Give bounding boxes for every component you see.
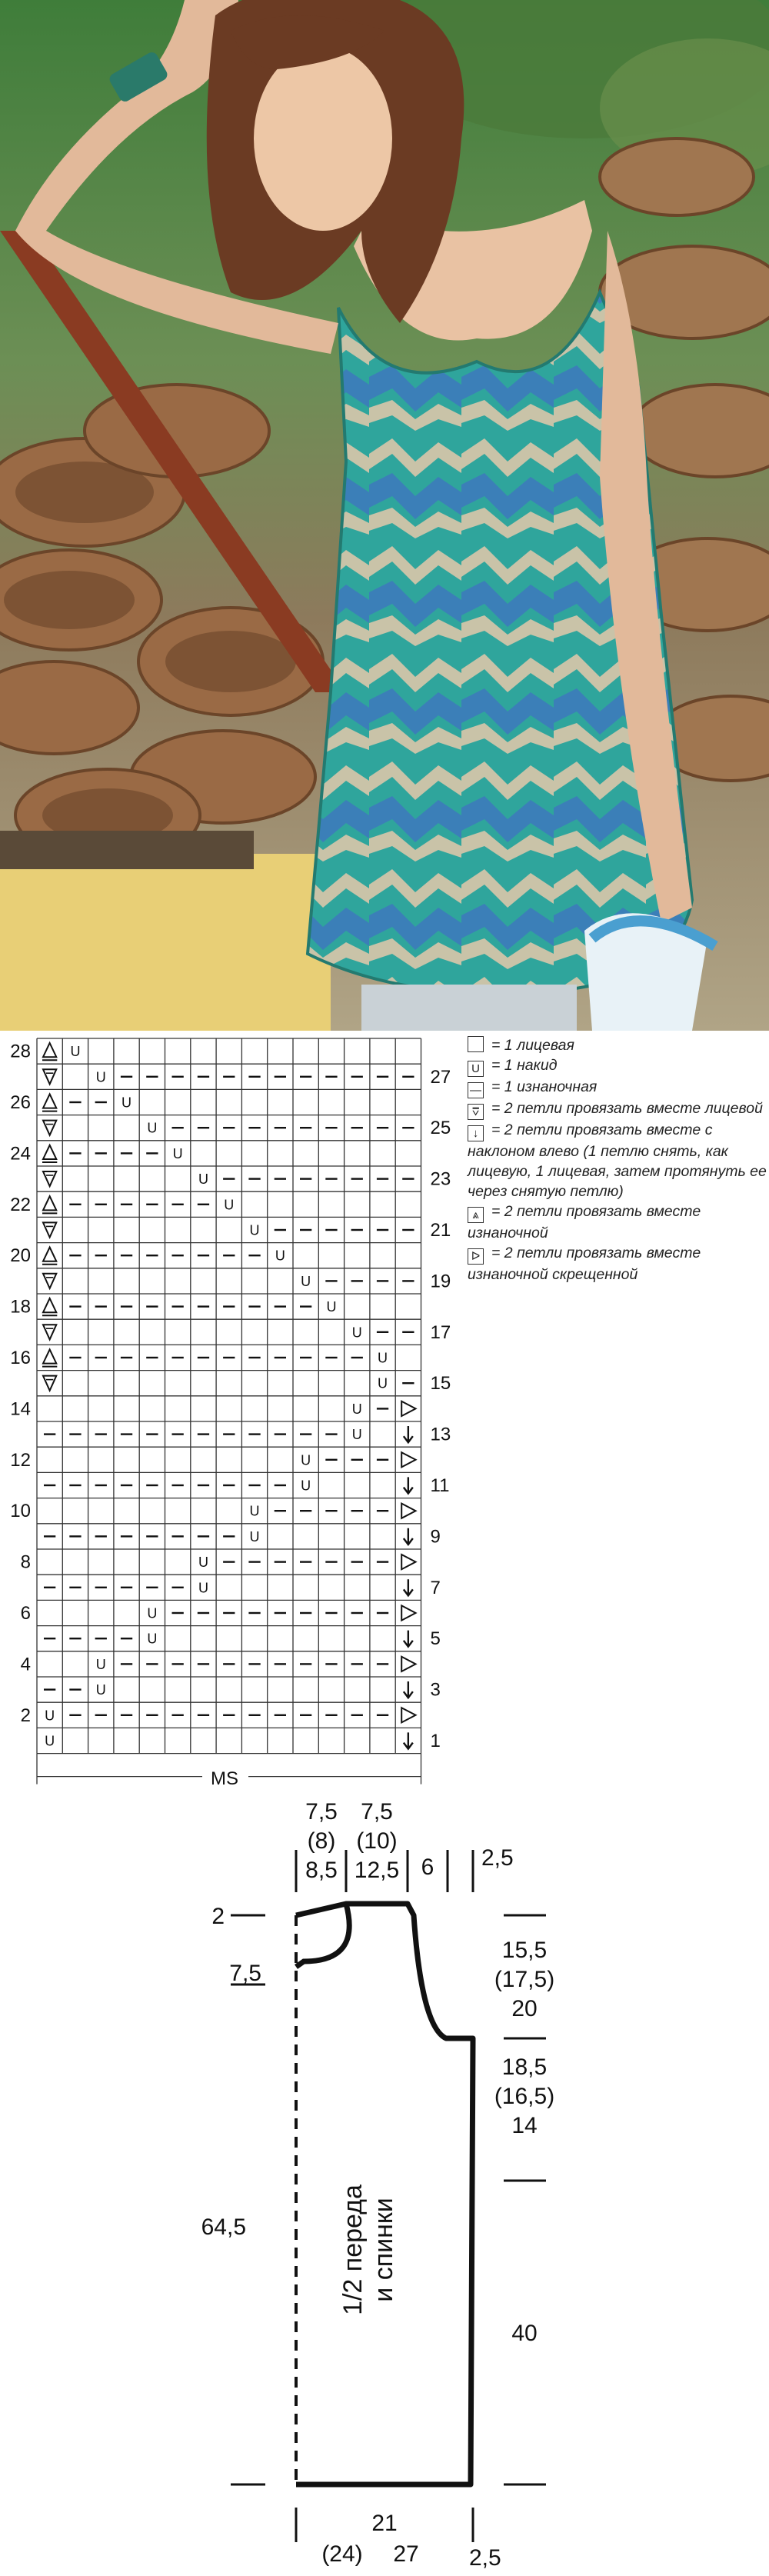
p2tog-mark <box>43 1043 56 1057</box>
k2tog-mark <box>43 1069 56 1084</box>
p2tog-tbl-mark <box>401 1657 415 1671</box>
p2tog-tbl-icon: ᐅ <box>468 1248 484 1265</box>
top-dim-a2: (8) <box>307 1828 336 1854</box>
yarn-over-mark: U <box>70 1044 81 1060</box>
k2tog-mark <box>43 1222 56 1237</box>
row-label-left: 22 <box>10 1194 31 1215</box>
ssk-mark <box>404 1732 413 1748</box>
p2tog-tbl-mark <box>401 1401 415 1416</box>
row-label-left: 14 <box>10 1398 31 1420</box>
piece-label <box>338 2184 398 2315</box>
yarn-over-mark: U <box>95 1656 106 1672</box>
bottom-dim-25: 2,5 <box>469 2545 501 2571</box>
yarn-over-mark: U <box>224 1197 235 1213</box>
left-dim-75: 7,5 <box>229 1961 261 1986</box>
p2tog-mark <box>43 1349 56 1363</box>
bottom-dim-27: 27 <box>393 2541 419 2567</box>
row-label-right: 1 <box>430 1731 441 1751</box>
legend-item-knit: = 1 лицевая <box>468 1035 769 1055</box>
yarn-over-mark: U <box>95 1069 106 1085</box>
p2tog-mark <box>43 1145 56 1159</box>
yarn-over-mark: U <box>45 1733 55 1749</box>
legend-item-p2tog-tbl: ᐅ = 2 петли провязать вместе изнаночной скрещенной <box>468 1245 701 1283</box>
legend-item-purl: — = 1 изнаночная <box>468 1077 769 1098</box>
row-label-left: 10 <box>10 1501 31 1522</box>
yarn-over-mark: U <box>198 1171 208 1188</box>
row-label-left: 20 <box>10 1245 31 1267</box>
row-label-left: 12 <box>10 1449 31 1471</box>
bottom-dim-24: (24) <box>321 2541 363 2567</box>
purl-icon: — <box>468 1082 484 1098</box>
svg-text:1/2 переда: 1/2 переда <box>338 2184 368 2315</box>
yarn-over-mark: U <box>198 1555 208 1571</box>
bottom-dim-21: 21 <box>371 2511 398 2536</box>
product-photo <box>0 0 769 1031</box>
right-dim-a3: 20 <box>511 1996 538 2021</box>
row-label-right: 11 <box>430 1475 450 1496</box>
row-label-right: 27 <box>430 1066 451 1088</box>
yarn-over-mark: U <box>301 1452 311 1468</box>
right-dim-40: 40 <box>511 2321 538 2346</box>
row-label-right: 25 <box>430 1118 451 1139</box>
yarn-over-mark: U <box>147 1120 158 1136</box>
top-dim-a1: 7,5 <box>305 1799 338 1825</box>
row-label-left: 6 <box>20 1603 31 1624</box>
row-label-right: 3 <box>430 1679 441 1701</box>
svg-text:и спинки: и спинки <box>369 2198 398 2302</box>
arrow-down-icon: ↓ <box>468 1125 484 1141</box>
row-label-right: 23 <box>430 1168 451 1190</box>
yarn-over-mark: U <box>249 1222 260 1238</box>
ssk-mark <box>404 1426 413 1442</box>
yarn-over-mark: U <box>147 1631 158 1647</box>
row-label-right: 7 <box>430 1577 441 1598</box>
left-dim-645: 64,5 <box>201 2214 246 2240</box>
yarn-over-mark: U <box>378 1375 388 1391</box>
yarn-over-mark: U <box>122 1095 132 1111</box>
right-dim-a2: (17,5) <box>494 1967 555 1992</box>
k2tog-mark <box>43 1171 56 1186</box>
row-label-right: 5 <box>430 1628 441 1650</box>
top-dim-a3: 8,5 <box>305 1858 338 1883</box>
chart-grid <box>37 1038 421 1785</box>
k2tog-mark <box>43 1325 56 1339</box>
ssk-mark <box>404 1477 413 1493</box>
k2tog-mark <box>43 1121 56 1135</box>
row-label-left: 18 <box>10 1296 31 1318</box>
ssk-mark <box>404 1681 413 1698</box>
model-photo-illustration <box>0 0 769 1031</box>
ssk-mark <box>404 1631 413 1647</box>
yarn-over-mark: U <box>249 1528 260 1545</box>
ms-label: MS <box>211 1768 238 1785</box>
p2tog-icon: ⩓ <box>468 1207 484 1223</box>
row-label-right: 15 <box>430 1373 451 1395</box>
yarn-over-mark: U <box>326 1299 337 1315</box>
left-dim-2: 2 <box>211 1904 225 1929</box>
chart-legend <box>468 1035 769 1285</box>
knitting-chart <box>0 1031 461 1785</box>
yarn-over-icon: U <box>468 1061 484 1077</box>
garment-schematic <box>0 1788 769 2572</box>
yarn-over-mark: U <box>378 1350 388 1366</box>
right-dim-a1: 15,5 <box>501 1938 548 1963</box>
yarn-over-mark: U <box>198 1580 208 1596</box>
p2tog-tbl-mark <box>401 1452 415 1467</box>
empty-cell-icon <box>468 1036 484 1052</box>
top-dim-b2: (10) <box>356 1828 398 1854</box>
row-label-left: 4 <box>20 1654 31 1675</box>
k2tog-mark <box>43 1376 56 1391</box>
yarn-over-mark: U <box>45 1708 55 1724</box>
yarn-over-mark: U <box>95 1682 106 1698</box>
schematic-drawing <box>0 1788 769 2572</box>
row-label-right: 13 <box>430 1424 451 1445</box>
yarn-over-mark: U <box>147 1605 158 1621</box>
p2tog-mark <box>43 1196 56 1210</box>
legend-item-ssk: ↓ = 2 петли провязать вместе с наклоном влево (1 петлю снять, как лицевую, 1 лицевая, затем протянуть ее через снятую петлю) <box>468 1121 767 1200</box>
row-label-right: 21 <box>430 1220 451 1241</box>
row-label-left: 2 <box>20 1705 31 1726</box>
yarn-over-mark: U <box>249 1503 260 1519</box>
top-dim-6: 6 <box>421 1855 434 1880</box>
yarn-over-mark: U <box>351 1427 362 1443</box>
ssk-mark <box>404 1528 413 1545</box>
legend-item-k2tog: ⩢ = 2 петли провязать вместе лицевой <box>468 1098 769 1120</box>
p2tog-mark <box>43 1298 56 1312</box>
row-label-left: 8 <box>20 1551 31 1573</box>
p2tog-tbl-mark <box>401 1605 415 1620</box>
knitting-chart-section <box>0 1031 769 1785</box>
piece-outline <box>296 1904 473 2484</box>
row-label-right: 17 <box>430 1321 451 1343</box>
row-label-left: 26 <box>10 1092 31 1113</box>
yarn-over-mark: U <box>275 1248 285 1264</box>
p2tog-tbl-mark <box>401 1555 415 1569</box>
ssk-mark <box>404 1579 413 1595</box>
right-dim-b1: 18,5 <box>501 2054 548 2080</box>
row-label-left: 16 <box>10 1348 31 1368</box>
right-dim-b2: (16,5) <box>494 2084 555 2109</box>
k2tog-icon: ⩢ <box>468 1104 484 1120</box>
legend-item-yarnover: U = 1 накид <box>468 1055 769 1077</box>
yarn-over-mark: U <box>172 1145 183 1161</box>
legend-item-p2tog: ⩓ = 2 петли провязать вместе изнаночной <box>468 1203 701 1241</box>
top-dim-b1: 7,5 <box>361 1799 393 1825</box>
p2tog-mark <box>43 1248 56 1261</box>
yarn-over-mark: U <box>301 1273 311 1289</box>
top-dim-b3: 12,5 <box>354 1858 400 1883</box>
row-label-left: 24 <box>10 1143 31 1165</box>
row-label-left: 28 <box>10 1041 31 1062</box>
row-label-right: 9 <box>430 1526 441 1548</box>
k2tog-mark <box>43 1274 56 1288</box>
p2tog-mark <box>43 1094 56 1108</box>
p2tog-tbl-mark <box>401 1708 415 1722</box>
yarn-over-mark: U <box>301 1478 311 1494</box>
right-dim-b3: 14 <box>511 2113 538 2138</box>
row-label-right: 19 <box>430 1271 451 1292</box>
p2tog-tbl-mark <box>401 1504 415 1518</box>
yarn-over-mark: U <box>351 1401 362 1417</box>
yarn-over-mark: U <box>351 1325 362 1341</box>
top-dim-25: 2,5 <box>481 1845 514 1871</box>
